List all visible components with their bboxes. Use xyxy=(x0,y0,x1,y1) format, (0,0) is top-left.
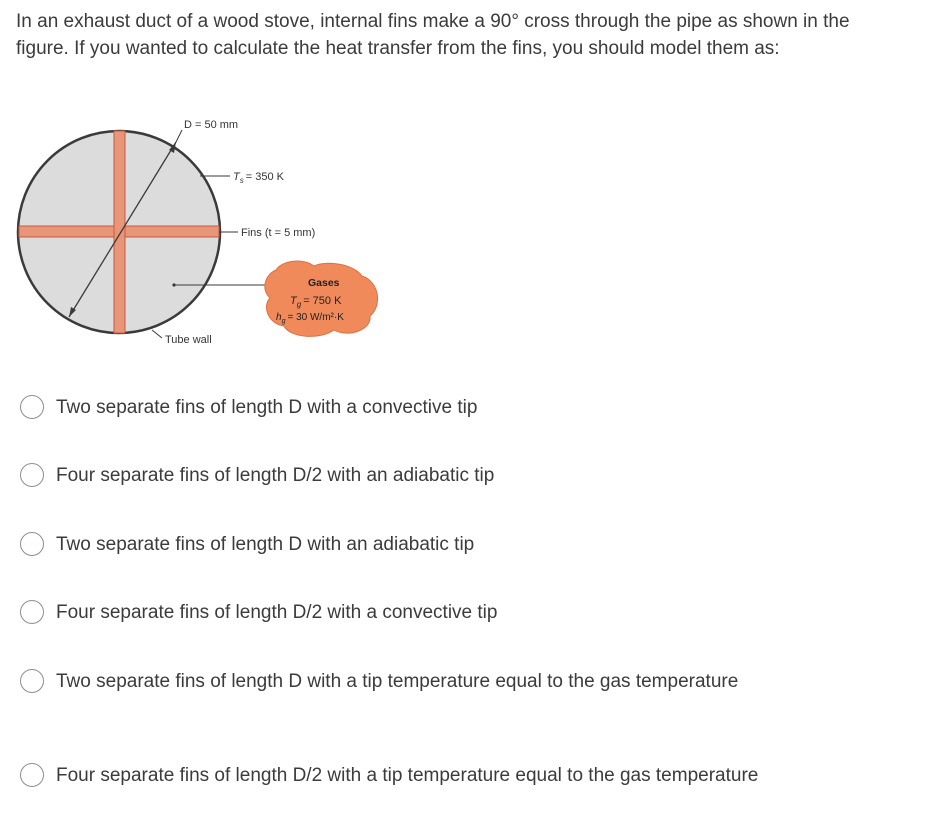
option-6-label[interactable]: Four separate fins of length D/2 with a tip temperature equal to the gas temperature xyxy=(56,765,759,786)
option-3[interactable] xyxy=(20,531,816,558)
gases-h-value: = 30 W/m²·K xyxy=(287,312,344,323)
ts-subscript: s xyxy=(239,176,244,185)
tube-wall-leader xyxy=(152,330,162,338)
ts-label xyxy=(233,171,285,185)
option-3-label[interactable]: Two separate fins of length D with an adiabatic tip xyxy=(56,534,475,555)
gases-tg-symbol: T xyxy=(290,295,297,307)
gases-tg-subscript: g xyxy=(296,300,302,309)
option-3-radio[interactable] xyxy=(20,532,44,556)
gases-h-subscript: g xyxy=(281,318,286,325)
gases-leader-dot xyxy=(172,283,175,286)
option-1[interactable] xyxy=(20,394,816,421)
ts-value: = 350 K xyxy=(245,171,284,183)
option-6-radio[interactable] xyxy=(20,763,44,787)
gases-title: Gases xyxy=(308,277,340,289)
gases-tg-value: = 750 K xyxy=(303,295,342,307)
duct-svg xyxy=(14,110,394,360)
option-5[interactable] xyxy=(20,668,816,695)
option-2-label[interactable]: Four separate fins of length D/2 with an adiabatic tip xyxy=(56,465,495,486)
tube-wall-label: Tube wall xyxy=(165,334,212,346)
gases-h-symbol: h xyxy=(276,312,282,323)
option-6[interactable] xyxy=(20,762,816,789)
option-4-label[interactable]: Four separate fins of length D/2 with a convective tip xyxy=(56,602,498,623)
option-5-label[interactable]: Two separate fins of length D with a tip temperature equal to the gas temperature xyxy=(56,671,739,692)
option-5-radio[interactable] xyxy=(20,669,44,693)
fins-label: Fins (t = 5 mm) xyxy=(241,227,316,239)
fin-vertical xyxy=(114,131,125,333)
option-2[interactable] xyxy=(20,462,816,489)
figure-duct-diagram xyxy=(14,110,394,360)
option-1-label[interactable]: Two separate fins of length D with a convective tip xyxy=(56,397,478,418)
option-4-radio[interactable] xyxy=(20,600,44,624)
question-text: In an exhaust duct of a wood stove, internal fins make a 90° cross through the pipe as shown in the figure. If you wanted to calculate the heat transfer from the fins, you should model them as: xyxy=(16,11,850,59)
option-1-radio[interactable] xyxy=(20,395,44,419)
ts-symbol: T xyxy=(233,171,240,183)
diameter-leader xyxy=(176,130,182,142)
diameter-label: D = 50 mm xyxy=(184,119,239,131)
option-4[interactable] xyxy=(20,599,816,626)
option-2-radio[interactable] xyxy=(20,463,44,487)
